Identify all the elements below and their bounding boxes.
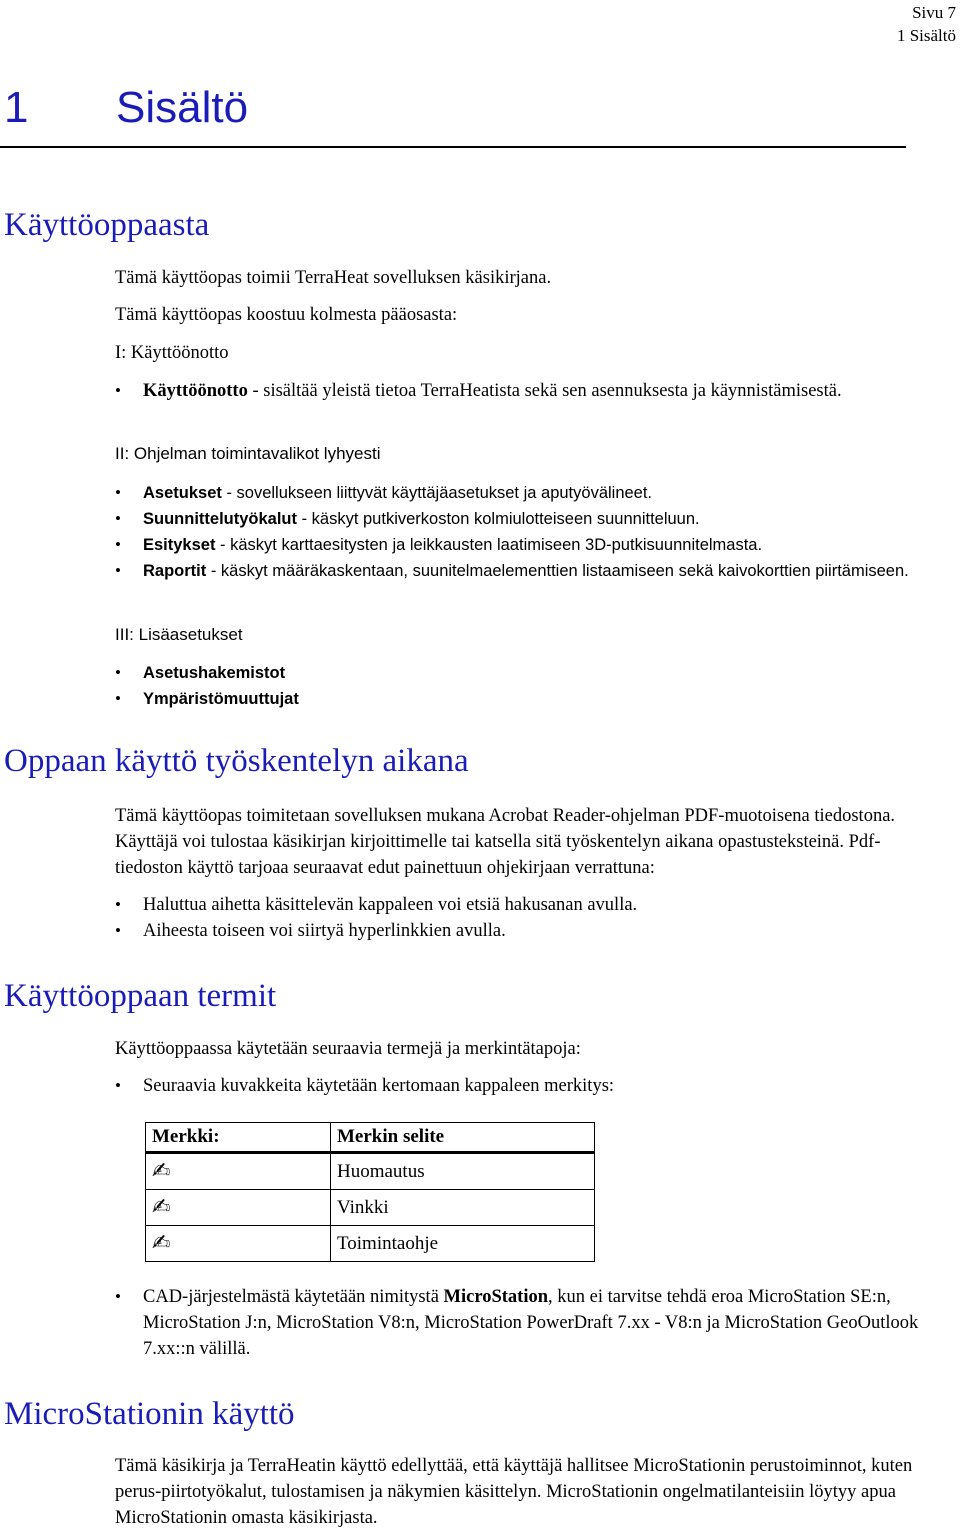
list-item-desc: - sisältää yleistä tietoa TerraHeatista sekä sen asennuksesta ja käynnistämisestä. — [247, 381, 842, 401]
intro-paragraph-2: Tämä käyttöopas koostuu kolmesta pääosasta: — [115, 305, 458, 325]
bullet-marker: • — [115, 921, 121, 940]
table-row — [146, 1226, 595, 1262]
chapter-title-rule — [0, 146, 906, 148]
pencil-writing-icon: ✍ — [146, 1190, 331, 1226]
microstation-paragraph: Tämä käsikirja ja TerraHeatin käyttö edellyttää, että käyttäjä hallitsee MicroStationin perustoiminnot, kuten perus-piirtotyökalut, tulostamisen ja näkymien käsittelyn. MicroStationin ongelmatilanteisiin löytyy apua MicroStationin omasta käsikirjasta. — [115, 1456, 913, 1528]
section-heading-termit: Käyttöoppaan termit — [4, 978, 277, 1014]
chapter-number: 1 — [4, 83, 29, 132]
list-item-microstation-nimitys — [143, 1284, 943, 1362]
section-heading-kayttooppaasta: Käyttöoppaasta — [4, 207, 210, 243]
part-title-2: II: Ohjelman toimintavalikot lyhyesti — [115, 444, 381, 463]
section-heading-microstation: MicroStationin käyttö — [4, 1396, 295, 1432]
running-header-page: Sivu 7 — [912, 3, 956, 22]
bullet-marker: • — [115, 663, 121, 682]
intro-paragraph-1: Tämä käyttöopas toimii TerraHeat sovelluksen käsikirjana. — [115, 268, 552, 288]
bullet-marker: • — [115, 561, 121, 580]
bullet-marker: • — [115, 1076, 121, 1095]
list-item-term: Raportit — [143, 562, 207, 580]
pencil-writing-icon: ✍ — [146, 1226, 331, 1262]
bullet-marker: • — [115, 509, 121, 528]
table-cell-label: Toimintaohje — [331, 1226, 595, 1262]
bullet-marker: • — [115, 381, 121, 400]
list-item-hyperlinkit: Aiheesta toiseen voi siirtyä hyperlinkkien avulla. — [143, 921, 506, 941]
table-header-cell: Merkin selite — [331, 1123, 595, 1153]
chapter-title — [4, 83, 249, 132]
section-heading-oppaan-kaytto: Oppaan käyttö työskentelyn aikana — [4, 743, 469, 779]
list-item-desc: - käskyt karttaesitysten ja leikkausten laatimiseen 3D-putkisuunnitelmasta. — [215, 536, 763, 554]
list-item-haku: Haluttua aihetta käsittelevän kappaleen voi etsiä hakusanan avulla. — [143, 895, 638, 915]
text-fragment: CAD-järjestelmästä käytetään nimitystä — [143, 1287, 444, 1307]
emphasis-microstation: MicroStation — [443, 1287, 549, 1307]
table-cell-label: Vinkki — [331, 1190, 595, 1226]
list-item-desc: - käskyt määräkaskentaan, suunitelmaelementtien listaamiseen sekä kaivokorttien piirtämiseen. — [206, 562, 909, 580]
running-header-chapter: 1 Sisältö — [896, 26, 956, 45]
chapter-title-text: Sisältö — [116, 83, 249, 132]
termit-intro: Käyttöoppaassa käytetään seuraavia termejä ja merkintätapoja: — [115, 1039, 581, 1059]
list-item-desc: - käskyt putkiverkoston kolmiulotteiseen suunnitteluun. — [297, 510, 700, 528]
list-item-raportit — [143, 558, 948, 584]
list-item-kuvakkeet: Seuraavia kuvakkeita käytetään kertomaan kappaleen merkitys: — [143, 1076, 615, 1096]
list-item-asetushakemistot: Asetushakemistot — [143, 664, 286, 682]
list-item-term: Asetukset — [143, 484, 222, 502]
text-fragment: , kun ei tarvitse tehdä eroa MicroStation SE:n, MicroStation J:n, MicroStation V8:n, MicroStation PowerDraft 7.xx - V8:n ja MicroStation GeoOutlook 7.xx::n välillä. — [143, 1287, 919, 1359]
bullet-marker: • — [115, 535, 121, 554]
list-item-term: Suunnittelutyökalut — [143, 510, 297, 528]
list-item-term: Esitykset — [143, 536, 216, 554]
list-item-kayttoonotto — [143, 378, 843, 404]
list-item-esitykset — [143, 532, 933, 558]
bullet-marker: • — [115, 689, 121, 708]
table-header-cell: Merkki: — [146, 1123, 331, 1153]
bullet-marker: • — [115, 895, 121, 914]
list-item-ymparistomuuttujat: Ympäristömuuttujat — [143, 690, 299, 708]
table-row — [146, 1190, 595, 1226]
bullet-marker: • — [115, 1287, 121, 1306]
part-title-1: I: Käyttöönotto — [115, 343, 229, 363]
table-cell-label: Huomautus — [331, 1153, 595, 1190]
table-row — [146, 1153, 595, 1190]
oppaan-kaytto-paragraph: Tämä käyttöopas toimitetaan sovelluksen mukana Acrobat Reader-ohjelman PDF-muotoisena tiedostona. Käyttäjä voi tulostaa käsikirjan kirjoittimelle tai katsella sitä työskentelyn aikana opastusteksteinä. Pdf-tiedoston käyttö tarjoaa seuraavat edut painettuun ohjekirjaan verrattuna: — [115, 806, 896, 878]
list-item-suunnittelutyokalut — [143, 506, 923, 532]
list-item-term: Käyttöönotto — [143, 381, 248, 401]
list-item-asetukset — [143, 480, 923, 506]
part-title-3: III: Lisäasetukset — [115, 625, 243, 644]
pencil-writing-icon: ✍ — [146, 1153, 331, 1190]
bullet-marker: • — [115, 483, 121, 502]
symbol-legend-table — [145, 1122, 595, 1262]
list-item-desc: - sovellukseen liittyvät käyttäjäasetukset ja aputyövälineet. — [221, 484, 653, 502]
table-header-row — [146, 1123, 595, 1153]
